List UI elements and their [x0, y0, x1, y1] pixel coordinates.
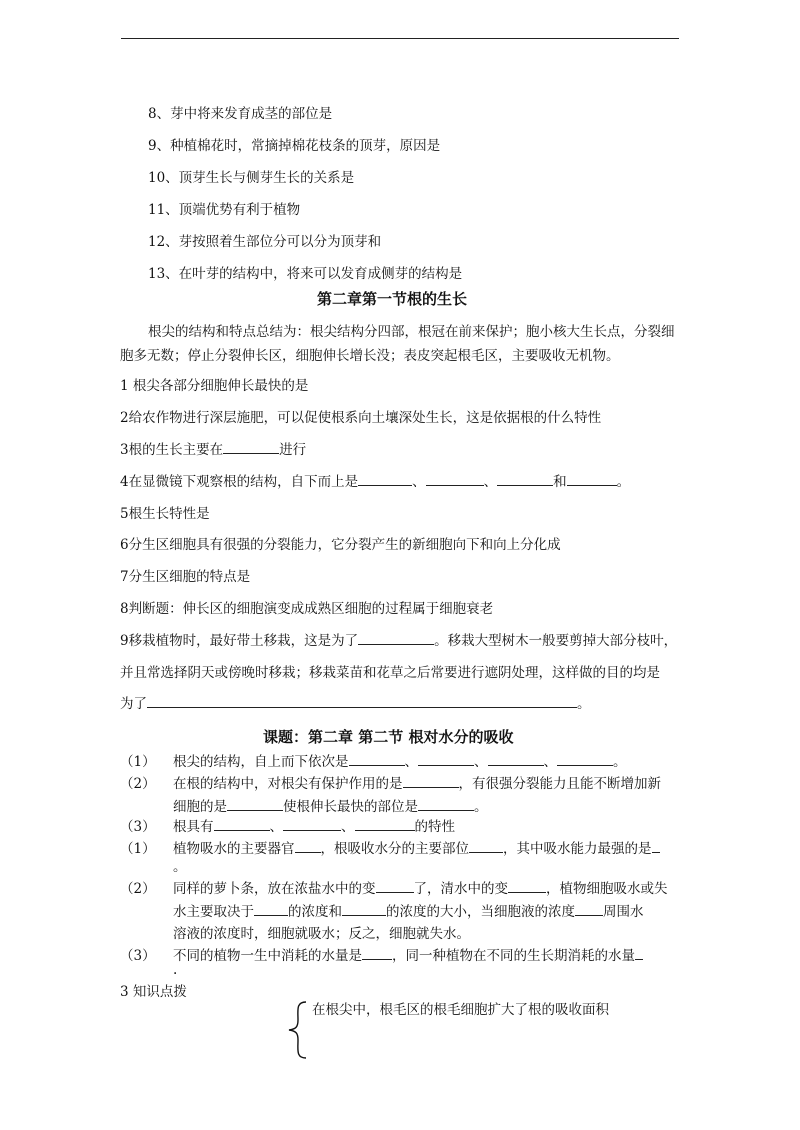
lesson-item-6-end: .	[173, 962, 178, 978]
question-10: 10、顶芽生长与侧芽生长的关系是	[148, 170, 355, 186]
lesson-item-6: 不同的植物一生中消耗的水量是 ，同一种植物在不同的生长期消耗的水量	[173, 944, 643, 964]
answer-blank[interactable]	[469, 838, 503, 853]
answer-blank[interactable]	[635, 945, 643, 960]
answer-blank[interactable]	[358, 630, 434, 645]
c2-question-6: 6分生区细胞具有很强的分裂能力，它分裂产生的新细胞向下和向上分化成	[120, 537, 561, 553]
answer-blank[interactable]	[349, 751, 405, 766]
lesson-item-2-line-2: 细胞的是 使根伸长最快的部位是 。	[173, 795, 488, 815]
answer-blank[interactable]	[355, 816, 415, 831]
question-11: 11、顶端优势有利于植物	[148, 202, 301, 218]
lesson-title: 课题：第二章 第二节 根对水分的吸收	[263, 728, 514, 746]
summary-line-2: 胞多无数；停止分裂伸长区，细胞伸长增长没；表皮突起根毛区，主要吸收无机物。	[120, 348, 620, 364]
lesson-item-5-line-3: 溶液的浓度时，细胞就吸水；反之，细胞就失水。	[173, 926, 470, 942]
question-13: 13、在叶芽的结构中，将来可以发育成侧芽的结构是	[148, 266, 463, 282]
tip-1: 在根尖中，根毛区的根毛细胞扩大了根的吸收面积	[312, 1002, 609, 1018]
c2-question-9-line-2: 并且常选择阴天或傍晚时移栽；移栽菜苗和花草之后常要进行遮阴处理，这样做的目的均是	[120, 665, 660, 681]
answer-blank[interactable]	[575, 901, 603, 916]
answer-blank[interactable]	[567, 471, 617, 486]
answer-blank[interactable]	[418, 796, 474, 811]
c2-question-9: 9移栽植物时，最好带土移栽，这是为了 。移栽大型树木一般要剪掉大部分枝叶，	[120, 629, 677, 649]
question-9: 9、种植棉花时，常摘掉棉花枝条的顶芽，原因是	[148, 138, 441, 154]
item-number: （3）	[120, 819, 156, 835]
answer-blank[interactable]	[488, 751, 544, 766]
lesson-item-4-end: 。	[173, 859, 187, 875]
curly-brace-icon	[286, 1000, 308, 1060]
item-number: （2）	[120, 881, 156, 897]
c2-question-4: 4在显微镜下观察根的结构，自下而上是 、 、 和 。	[120, 470, 630, 490]
tips-title: 3 知识点拨	[120, 984, 187, 1000]
answer-blank[interactable]	[223, 439, 279, 454]
answer-blank[interactable]	[214, 816, 270, 831]
lesson-item-3: 根具有 、 、 的特性	[173, 815, 455, 835]
answer-blank[interactable]	[418, 751, 474, 766]
item-number: （2）	[120, 776, 156, 792]
answer-blank[interactable]	[147, 693, 577, 708]
header-rule	[121, 38, 679, 39]
c2-question-7: 7分生区细胞的特点是	[120, 569, 251, 585]
c2-question-1: 1 根尖各部分细胞伸长最快的是	[120, 378, 309, 394]
c2-question-8: 8判断题：伸长区的细胞演变成成熟区细胞的过程属于细胞衰老	[120, 601, 494, 617]
c2-question-5: 5根生长特性是	[120, 506, 210, 522]
item-number: （1）	[120, 841, 156, 857]
question-8: 8、芽中将来发育成茎的部位是	[148, 106, 333, 122]
answer-blank[interactable]	[283, 816, 341, 831]
answer-blank[interactable]	[254, 901, 288, 916]
answer-blank[interactable]	[403, 773, 459, 788]
answer-blank[interactable]	[497, 471, 553, 486]
c2-question-3: 3根的生长主要在 进行	[120, 438, 306, 458]
answer-blank[interactable]	[376, 878, 414, 893]
question-12: 12、芽按照着生部位分可以分为顶芽和	[148, 234, 382, 250]
c2-question-2: 2给农作物进行深层施肥，可以促使根系向土壤深处生长，这是依据根的什么特性	[120, 410, 602, 426]
summary-line-1: 根尖的结构和特点总结为：根尖结构分四部，根冠在前来保护；胞小核大生长点，分裂细	[148, 324, 675, 340]
item-number: （3）	[120, 948, 156, 964]
answer-blank[interactable]	[227, 796, 283, 811]
lesson-item-4: 植物吸水的主要器官 ，根吸收水分的主要部位 ，其中吸水能力最强的是	[173, 837, 660, 857]
answer-blank[interactable]	[362, 945, 392, 960]
answer-blank[interactable]	[295, 838, 321, 853]
chapter-title: 第二章第一节根的生长	[317, 290, 468, 308]
lesson-item-1: 根尖的结构，自上而下依次是 、 、 、 。	[173, 750, 627, 770]
answer-blank[interactable]	[426, 471, 484, 486]
answer-blank[interactable]	[358, 471, 412, 486]
item-number: （1）	[120, 754, 156, 770]
answer-blank[interactable]	[557, 751, 613, 766]
answer-blank[interactable]	[342, 901, 386, 916]
answer-blank[interactable]	[508, 878, 546, 893]
lesson-item-2: 在根的结构中，对根尖有保护作用的是 ，有很强分裂能力且能不断增加新	[173, 772, 661, 792]
lesson-item-5-line-2: 水主要取决于 的浓度和 的浓度的大小，当细胞液的浓度 周围水	[173, 900, 644, 920]
lesson-item-5: 同样的萝卜条，放在浓盐水中的变 了，清水中的变 ，植物细胞吸水或失	[173, 877, 668, 897]
answer-blank[interactable]	[652, 838, 660, 853]
c2-question-9-line-3: 为了 。	[120, 692, 591, 712]
